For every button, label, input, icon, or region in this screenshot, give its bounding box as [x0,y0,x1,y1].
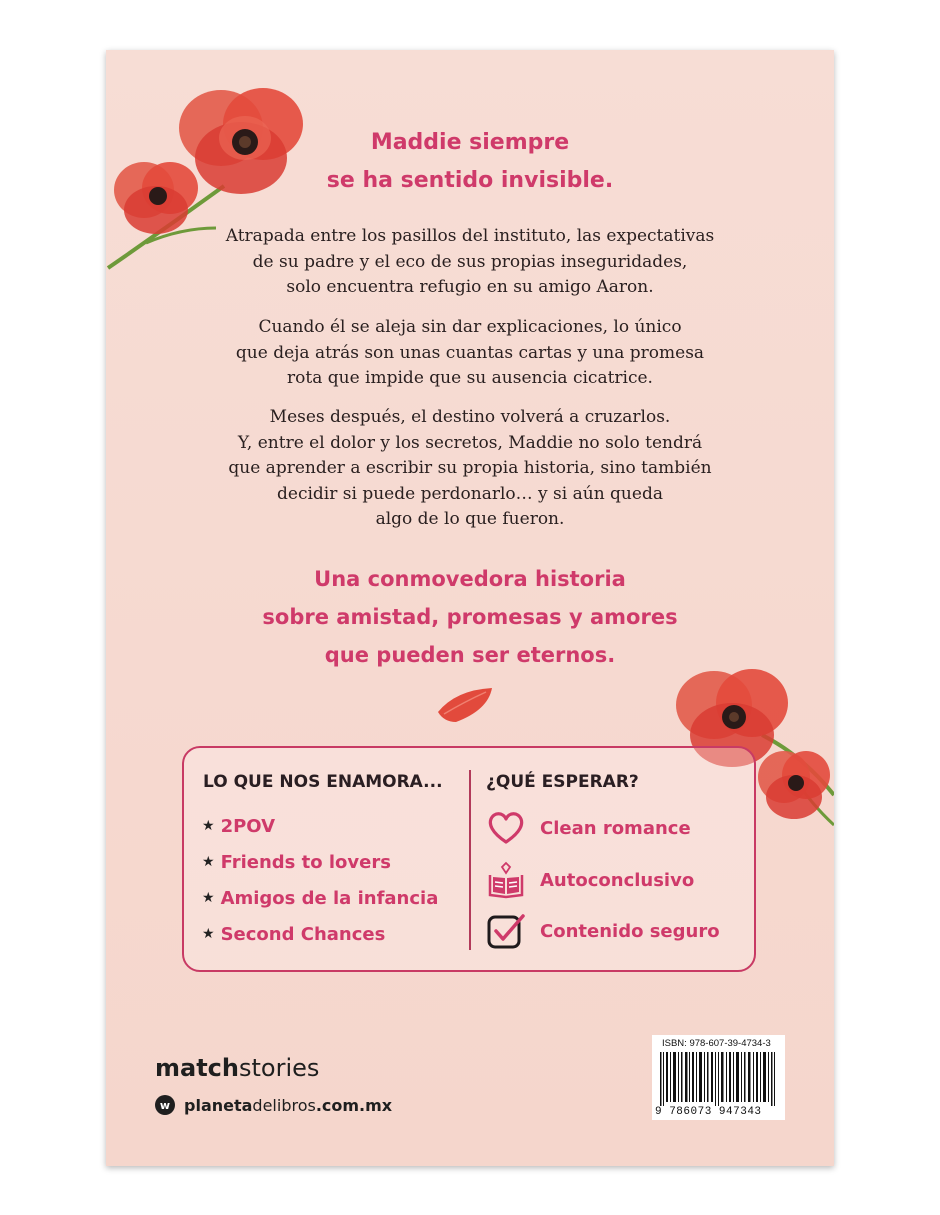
synopsis-line: Meses después, el destino volverá a cruzarlos. [269,407,671,427]
tagline-line: Una conmovedora historia [314,567,626,591]
synopsis-line: que aprender a escribir su propia historia, sino también [228,458,712,478]
logo-part: stories [239,1054,320,1082]
synopsis-paragraph-1 [0,224,940,301]
features-divider [469,770,471,950]
tagline-line: que pueden ser eternos. [324,643,616,667]
synopsis-paragraph-3 [0,405,940,533]
trope-label: Amigos de la infancia [220,888,439,909]
synopsis-line: Atrapada entre los pasillos del instituto, las expectativas [225,226,715,246]
synopsis-line: Cuando él se aleja sin dar explicaciones, lo único [258,317,682,337]
barcode-icon [660,1052,778,1106]
trope-item [202,852,391,873]
expectation-item [486,911,720,951]
headline-line-1: Maddie siempre [370,130,570,155]
synopsis-paragraph-2 [0,315,940,392]
features-right-heading: ¿QUÉ ESPERAR? [486,772,639,792]
matchstories-logo [155,1054,319,1082]
tagline-line: sobre amistad, promesas y amores [262,605,678,629]
trope-item [202,924,385,945]
synopsis-line: Y, entre el dolor y los secretos, Maddie no solo tendrá [237,432,703,453]
features-left-heading: LO QUE NOS ENAMORA... [203,772,443,792]
trope-label: 2POV [220,816,276,837]
website-part: planeta [184,1095,253,1115]
synopsis-line: rota que impide que su ausencia cicatrice. [287,368,653,388]
star-icon: ★ [202,854,215,870]
heart-icon [486,808,526,848]
isbn-number: 9 786073 947343 [655,1106,762,1118]
headline-line-2: se ha sentido invisible. [326,168,614,193]
website-part: delibros [252,1095,316,1115]
expectation-label: Contenido seguro [540,920,720,942]
synopsis-line: algo de lo que fueron. [375,509,565,529]
expectation-item [486,860,694,900]
synopsis-line: de su padre y el eco de sus propias inseguridades, [252,251,688,272]
open-book-icon [486,860,526,900]
isbn-label: ISBN: 978-607-39-4734-3 [662,1038,771,1049]
expectation-item [486,808,691,848]
synopsis-line: decidir si puede perdonarlo… y si aún queda [277,483,663,504]
isbn-barcode-block [652,1035,785,1120]
publisher-website [155,1095,392,1115]
synopsis-line: que deja atrás son unas cuantas cartas y una promesa [235,342,705,363]
trope-label: Friends to lovers [220,852,391,873]
tagline [0,560,940,674]
expectation-label: Clean romance [540,817,691,839]
logo-part: match [155,1054,239,1082]
star-icon: ★ [202,890,215,906]
star-icon: ★ [202,926,215,942]
trope-label: Second Chances [220,924,386,945]
expectation-label: Autoconclusivo [540,869,695,891]
trope-item [202,816,275,837]
trope-item [202,888,438,909]
planeta-logo-icon: w [155,1095,175,1115]
synopsis-line: solo encuentra refugio en su amigo Aaron. [286,277,654,297]
poppy-petal [436,686,496,724]
checkbox-icon [486,911,526,951]
website-part: .com.mx [315,1095,393,1115]
star-icon: ★ [202,818,215,834]
